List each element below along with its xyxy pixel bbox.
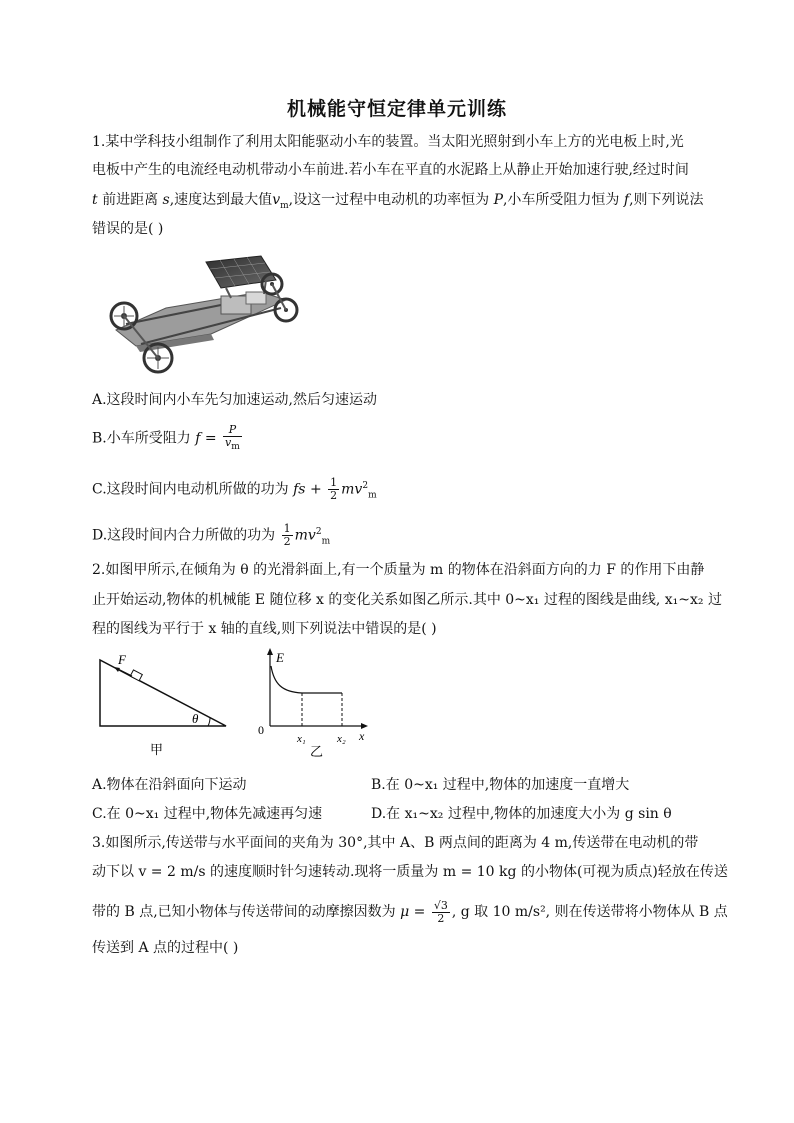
var-P: P xyxy=(493,192,503,208)
var-f: f xyxy=(195,430,201,447)
y-arrow xyxy=(267,648,273,655)
label-E: E xyxy=(276,650,284,665)
q2-line-3: 程的图线为平行于 x 轴的直线,则下列说法中错误的是( ) xyxy=(92,621,437,637)
label-F: F xyxy=(118,652,126,667)
q3-line-1: 3.如图所示,传送带与水平面间的夹角为 30°,其中 A、B 两点间的距离为 4 m,传送带在电动机的带 xyxy=(92,835,699,851)
label-x1: x₁ xyxy=(297,733,306,745)
fraction xyxy=(432,900,450,925)
figure-yi-energy-graph xyxy=(252,644,376,760)
numerator: P xyxy=(223,424,242,437)
text: ,设这一过程中电动机的功率恒为 xyxy=(288,192,494,208)
q2-option-d: D.在 x₁~x₂ 过程中,物体的加速度大小为 g sin θ xyxy=(371,806,672,822)
q2-option-b: B.在 0~x₁ 过程中,物体的加速度一直增大 xyxy=(371,777,630,793)
page-title: 机械能守恒定律单元训练 xyxy=(286,98,507,120)
curve-0-x1 xyxy=(271,666,302,693)
equals: = xyxy=(409,904,430,920)
caption-jia: 甲 xyxy=(150,743,164,758)
var-fs: fs xyxy=(293,481,306,498)
text: , g 取 10 m/s², 则在传送带将小物体从 B 点 xyxy=(451,904,728,920)
var-v: v xyxy=(225,436,232,449)
var-mv: mv xyxy=(341,481,363,498)
q2-option-a: A.物体在沿斜面向下运动 xyxy=(92,777,247,793)
equals: = xyxy=(200,430,222,447)
sub-m: m xyxy=(280,200,289,211)
sup-2: 2 xyxy=(362,481,369,491)
q3-line-3 xyxy=(92,898,728,926)
var-f: f xyxy=(623,192,630,208)
q3-line-2: 动下以 v = 2 m/s 的速度顺时针匀速转动.现将一质量为 m = 10 kg 的小物体(可视为质点)轻放在传送 xyxy=(92,864,728,880)
sup-2: 2 xyxy=(315,527,322,537)
q1-line-4: 错误的是( ) xyxy=(92,221,164,237)
fraction xyxy=(282,523,293,548)
numerator: 1 xyxy=(330,476,338,490)
text: C.这段时间内电动机所做的功为 xyxy=(92,481,294,498)
sub-m: m xyxy=(368,490,377,501)
q1-line-3 xyxy=(92,190,704,216)
block xyxy=(130,670,142,681)
label-origin: 0 xyxy=(258,723,264,737)
q1-option-a: A.这段时间内小车先匀加速运动,然后匀速运动 xyxy=(92,392,378,408)
denominator: 2 xyxy=(437,911,445,925)
q1-line-2: 电板中产生的电流经电动机带动小车前进.若小车在平直的水泥路上从静止开始加速行驶,经过时间 xyxy=(92,162,689,178)
solar-car-image xyxy=(96,252,302,380)
arrow-head xyxy=(114,667,120,672)
var-mv: mv xyxy=(294,527,316,544)
var-s: s xyxy=(162,192,170,208)
sub-m: m xyxy=(231,442,240,453)
angle-arc xyxy=(208,718,210,726)
q1-option-d xyxy=(92,518,330,555)
text: ,小车所受阻力恒为 xyxy=(502,192,624,208)
label-theta: θ xyxy=(192,711,199,726)
var-mu: μ xyxy=(400,904,410,920)
text: 前进距离 xyxy=(97,192,163,208)
denominator: 2 xyxy=(330,489,338,503)
q2-option-c: C.在 0~x₁ 过程中,物体先减速再匀速 xyxy=(92,806,323,822)
text: ,速度达到最大值 xyxy=(169,192,273,208)
numerator: √3 xyxy=(433,898,448,912)
text: D.这段时间内合力所做的功为 xyxy=(92,527,280,544)
denominator xyxy=(223,437,242,453)
q2-line-2: 止开始运动,物体的机械能 E 随位移 x 的变化关系如图乙所示.其中 0~x₁ 过程的图线是曲线, x₁~x₂ 过 xyxy=(92,592,722,608)
figure-jia-incline xyxy=(92,646,232,758)
text: 带的 B 点,已知小物体与传送带间的动摩擦因数为 xyxy=(92,904,401,920)
q2-line-1: 2.如图甲所示,在倾角为 θ 的光滑斜面上,有一个质量为 m 的物体在沿斜面方向的力 F 的作用下由静 xyxy=(92,562,705,578)
q1-line-1: 1.某中学科技小组制作了利用太阳能驱动小车的装置。当太阳光照射到小车上方的光电板上时,光 xyxy=(92,134,684,150)
fraction xyxy=(328,477,339,502)
plus: + xyxy=(305,481,327,498)
sub-m: m xyxy=(321,536,331,547)
text: ,则下列说法 xyxy=(629,192,704,208)
var-v: v xyxy=(272,192,281,208)
denominator: 2 xyxy=(283,535,291,549)
q3-line-4: 传送到 A 点的过程中( ) xyxy=(92,940,239,956)
q1-option-c xyxy=(92,472,377,509)
var-t: t xyxy=(92,192,98,208)
fraction xyxy=(223,424,242,453)
label-x2: x₂ xyxy=(337,733,346,745)
text: B.小车所受阻力 xyxy=(92,430,196,447)
label-x: x xyxy=(359,729,365,743)
q1-option-b xyxy=(92,424,244,453)
caption-yi: 乙 xyxy=(310,745,324,760)
numerator: 1 xyxy=(283,522,291,536)
